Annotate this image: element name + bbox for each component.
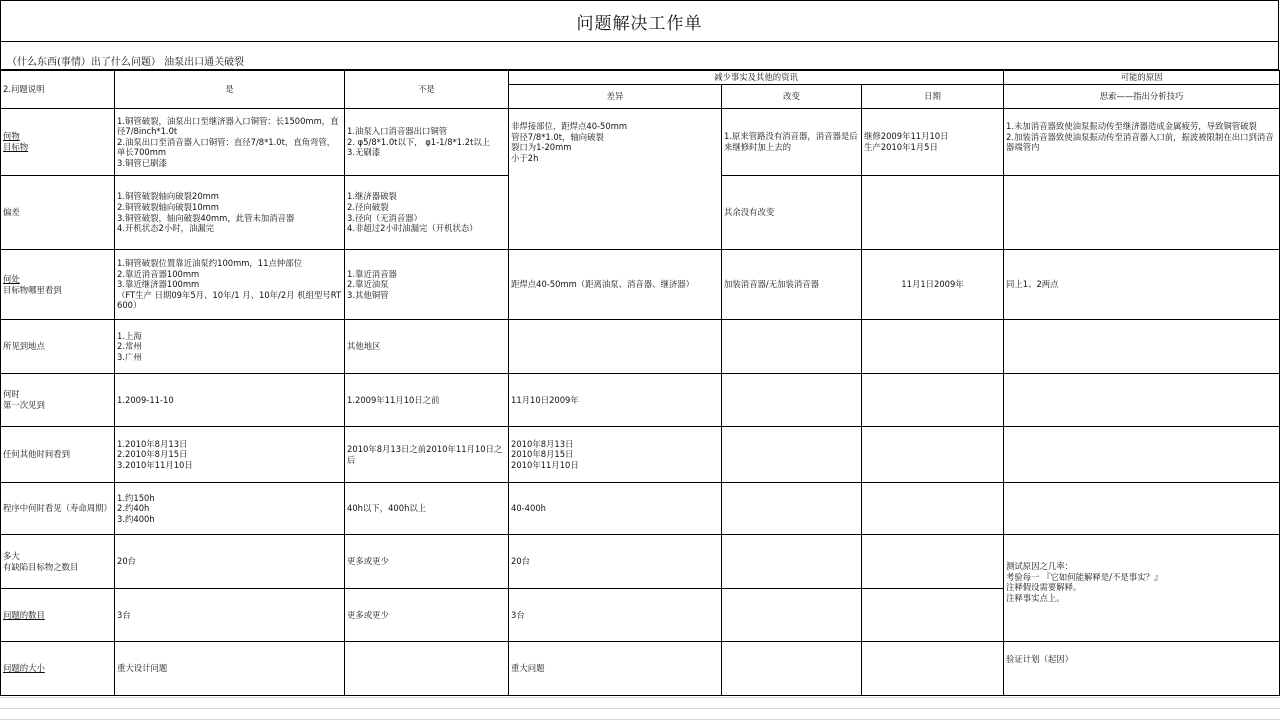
label-how-big: 多大: [3, 550, 20, 561]
lifecycle-date: [862, 483, 1004, 535]
header-possible-causes: 可能的原因: [1004, 71, 1280, 85]
problem-size-change: [722, 642, 862, 696]
when-first-difference: 11月10日2009年: [509, 374, 722, 427]
header-difference: 差异: [509, 85, 722, 109]
what-date: 继修2009年11月10日 生产2010年1月5日: [862, 109, 1004, 176]
analysis-table: [0, 70, 1280, 696]
lifecycle-change: [722, 483, 862, 535]
deviation-is: 1.铜管破裂轴向破裂20mm 2.铜管破裂轴向破裂10mm 3.铜管破裂，轴向破裂40mm，此管未加消音器 4.开机状态2小时，油漏完: [115, 176, 345, 250]
when-first-date: [862, 374, 1004, 427]
what-is-not: 1.油泵入口消音器出口铜管 2. φ5/8*1.0t以下， φ1-1/8*1.2t以上 3.无刷漆: [345, 109, 509, 176]
row-label-where: [1, 250, 115, 320]
header-is-not: 不是: [345, 71, 509, 109]
problem-count-change: [722, 589, 862, 642]
where-seen-date: [862, 320, 1004, 374]
how-many-difference: 20台: [509, 535, 722, 589]
when-first-change: [722, 374, 862, 427]
header-is: 是: [115, 71, 345, 109]
label-where-seen-object: 目标物哪里看到: [3, 284, 62, 295]
row-label-when: [1, 374, 115, 427]
lifecycle-is-not: 40h以下，400h以上: [345, 483, 509, 535]
what-difference: 非焊接部位，距焊点40-50mm 管径7/8*1.0t，轴向破裂 裂口为1-20mm 小于2h: [509, 109, 722, 250]
label-first-seen: 第一次见到: [3, 400, 45, 410]
lifecycle-is: 1.约150h 2.约40h 3.约400h: [115, 483, 345, 535]
where-date: 11月1日2009年: [862, 250, 1004, 320]
label-when: 何时: [3, 389, 20, 400]
row-label-how-many: [1, 535, 115, 589]
when-other-change: [722, 427, 862, 483]
problem-statement: （什么东西(事情）出了什么问题） 油泵出口通关破裂: [0, 42, 1279, 70]
deviation-is-not: 1.继济器破裂 2.径向破裂 3.径向（无消音器） 4.非超过2小时油漏完（开机状态）: [345, 176, 509, 250]
page-title: 问题解决工作单: [0, 0, 1279, 42]
label-object: 目标物: [3, 142, 29, 152]
problem-size-is-not: [345, 642, 509, 696]
how-many-is-not: 更多或更少: [345, 535, 509, 589]
problem-size-cause: 验证计划（起因）: [1004, 642, 1280, 696]
what-change: 1.原来管路没有消音器，消音器是后来继修时加上去的: [722, 109, 862, 176]
where-change: 加装消音器/无加装消音器: [722, 250, 862, 320]
where-seen-change: [722, 320, 862, 374]
what-cause: 1.未加消音器致使油泵振动传至继济器造成金属疲劳，导致铜管破裂 2.加装消音器致使油泵振动传至消音器入口前，振波被限制在出口到消音器端管内: [1004, 109, 1280, 176]
header-reduce-facts: 减少事实及其他的资讯: [509, 71, 1004, 85]
problem-size-is: 重大设计问题: [115, 642, 345, 696]
lifecycle-difference: 40-400h: [509, 483, 722, 535]
where-seen-is-not: 其他地区: [345, 320, 509, 374]
where-seen-cause: [1004, 320, 1280, 374]
row-label-lifecycle: 程序中何时看见（寿命周期）: [1, 483, 115, 535]
label-defect-count: 有缺陷目标物之数目: [3, 561, 79, 572]
how-many-is: 20台: [115, 535, 345, 589]
problem-count-is-not: 更多或更少: [345, 589, 509, 642]
problem-size-difference: 重大问题: [509, 642, 722, 696]
problem-count-date: [862, 589, 1004, 642]
problem-count-is: 3台: [115, 589, 345, 642]
problem-count-difference: 3台: [509, 589, 722, 642]
header-change: 改变: [722, 85, 862, 109]
when-first-cause: [1004, 374, 1280, 427]
row-label-problem-size: 问题的大小: [1, 642, 115, 696]
header-description: 2.问题说明: [1, 71, 115, 109]
where-is-not: 1.靠近消音器 2.靠近油泵 3.其他铜管: [345, 250, 509, 320]
where-seen-difference: [509, 320, 722, 374]
when-other-cause: [1004, 427, 1280, 483]
where-cause: 同上1、2两点: [1004, 250, 1280, 320]
problem-size-date: [862, 642, 1004, 696]
row-label-where-seen: 所见到地点: [1, 320, 115, 374]
label-where: 何处: [3, 273, 20, 284]
when-first-is-not: 1.2009年11月10日之前: [345, 374, 509, 427]
what-is: 1.铜管破裂，油泵出口至继济器入口铜管：长1500mm，直径7/8inch*1.0t 2.油泵出口至消音器入口铜管：直径7/8*1.0t，直角弯管，单长700mm 3.铜管已刷漆: [115, 109, 345, 176]
when-first-is: 1.2009-11-10: [115, 374, 345, 427]
label-what: 何物: [3, 131, 20, 142]
row-label-when-other: 任何其他时间看到: [1, 427, 115, 483]
when-other-is-not: 2010年8月13日之前2010年11月10日之后: [345, 427, 509, 483]
how-many-change: [722, 535, 862, 589]
deviation-date: [862, 176, 1004, 250]
deviation-change: 其余没有改变: [722, 176, 862, 250]
when-other-is: 1.2010年8月13日 2.2010年8月15日 3.2010年11月10日: [115, 427, 345, 483]
row-label-deviation: 偏差: [1, 176, 115, 250]
how-many-cause: 测试原因之几率： 考验每一 『它如何能解释是/不是事实？』 注释假设需要解释。 注释事实点上。: [1004, 535, 1280, 642]
row-label-problem-count: 问题的数目: [1, 589, 115, 642]
when-other-difference: 2010年8月13日 2010年8月15日 2010年11月10日: [509, 427, 722, 483]
how-many-date: [862, 535, 1004, 589]
header-date: 日期: [862, 85, 1004, 109]
where-seen-is: 1.上海 2.常州 3.广州: [115, 320, 345, 374]
sheet-gridlines: [0, 697, 1280, 720]
where-is: 1.铜管破裂位置靠近油泵约100mm，11点钟部位 2.靠近消音器100mm 3.靠近继济器100mm （FT生产 日期09年5月、10年/1 月、10年/2月 机组型号RT600）: [115, 250, 345, 320]
when-other-date: [862, 427, 1004, 483]
lifecycle-cause: [1004, 483, 1280, 535]
row-label-what: [1, 109, 115, 176]
header-cause-sub: 思索——指出分析技巧: [1004, 85, 1280, 109]
deviation-cause: [1004, 176, 1280, 250]
where-difference: 距焊点40-50mm（距离油泵、消音器、继济器）: [509, 250, 722, 320]
